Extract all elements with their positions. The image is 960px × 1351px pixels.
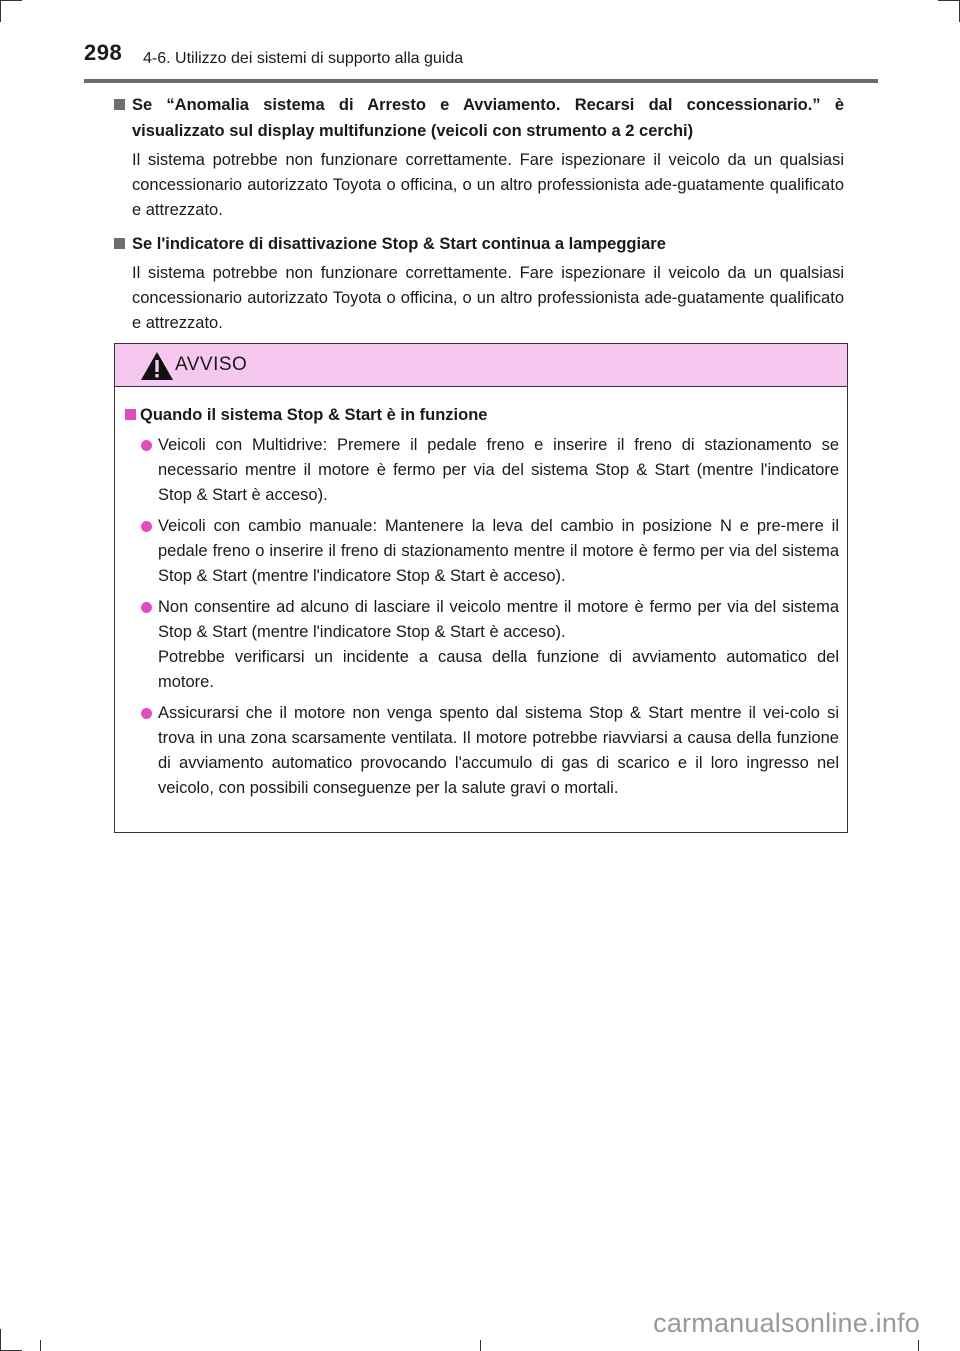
- crop-mark: [40, 1340, 41, 1351]
- warning-triangle-icon: [140, 351, 174, 381]
- warning-body: [115, 387, 847, 801]
- circle-bullet-icon: [141, 521, 152, 532]
- square-bullet-icon: [114, 238, 125, 249]
- circle-bullet-icon: [141, 708, 152, 719]
- section-body: Il sistema potrebbe non funzionare correttamente. Fare ispezionare il veicolo da un qualsiasi concessionario autorizzato Toyota o officina, o un altro professionista ade-guatamente qualificato e attrezzato.: [132, 151, 844, 219]
- circle-bullet-icon: [141, 602, 152, 613]
- warning-bullet: [125, 595, 839, 695]
- page-header: [0, 0, 960, 90]
- warning-label: AVVISO: [175, 354, 248, 375]
- square-bullet-icon: [114, 99, 125, 110]
- section: [112, 92, 844, 223]
- header-rule: [84, 79, 878, 83]
- warning-bullet: [125, 433, 839, 508]
- warning-bullet-text: Veicoli con cambio manuale: Mantenere la leva del cambio in posizione N e pre-mere il pedale freno o inserire il freno di stazionamento mentre il motore è fermo per via del sistema Stop & Start (mentre l'indicatore Stop & Start è acceso).: [158, 517, 839, 585]
- page-number: 298: [84, 40, 123, 65]
- warning-bullet-text: Assicurarsi che il motore non venga spento dal sistema Stop & Start mentre il vei-colo si trova in una zona scarsamente ventilata. Il motore potrebbe riavviarsi a causa della funzione di avviamento automatico provocando l'accumulo di gas di scarico e il loro ingresso nel veicolo, con possibili conseguenze per la salute gravi o mortali.: [158, 704, 839, 797]
- warning-bullet-text: Veicoli con Multidrive: Premere il pedale freno e inserire il freno di stazionamento se necessario mentre il motore è fermo per via del sistema Stop & Start (mentre l'indicatore Stop & Start è acceso).: [158, 436, 839, 504]
- warning-bullet: [125, 514, 839, 589]
- main-content: [112, 92, 844, 344]
- square-bullet-icon: [125, 409, 136, 420]
- warning-bullet: [125, 701, 839, 801]
- section-title: 4-6. Utilizzo dei sistemi di supporto alla guida: [143, 50, 464, 67]
- crop-mark: [0, 1329, 1, 1351]
- circle-bullet-icon: [141, 440, 152, 451]
- section-heading: [112, 92, 844, 144]
- section-heading: [112, 231, 844, 257]
- warning-bullet-text: Non consentire ad alcuno di lasciare il veicolo mentre il motore è fermo per via del sistema Stop & Start (mentre l'indicatore Stop & Start è acceso).: [158, 598, 839, 641]
- warning-header: [115, 344, 847, 387]
- section-body: Il sistema potrebbe non funzionare correttamente. Fare ispezionare il veicolo da un qualsiasi concessionario autorizzato Toyota o officina, o un altro professionista ade-guatamente qualificato e attrezzato.: [132, 264, 844, 332]
- warning-box: [114, 343, 848, 833]
- warning-bullet-extra: Potrebbe verificarsi un incidente a causa della funzione di avviamento automatico del motore.: [158, 648, 839, 691]
- crop-mark: [918, 1340, 919, 1351]
- section-heading-text: Se “Anomalia sistema di Arresto e Avviamento. Recarsi dal concessionario.” è visualizzato sul display multifunzione (veicoli con strumento a 2 cerchi): [132, 96, 844, 140]
- section: [112, 231, 844, 336]
- warning-heading: [125, 403, 839, 427]
- section-heading-text: Se l'indicatore di disattivazione Stop & Start continua a lampeggiare: [132, 235, 666, 253]
- watermark: carmanualsonline.info: [653, 1308, 920, 1338]
- warning-heading-text: Quando il sistema Stop & Start è in funzione: [140, 406, 488, 424]
- crop-mark: [480, 1340, 481, 1351]
